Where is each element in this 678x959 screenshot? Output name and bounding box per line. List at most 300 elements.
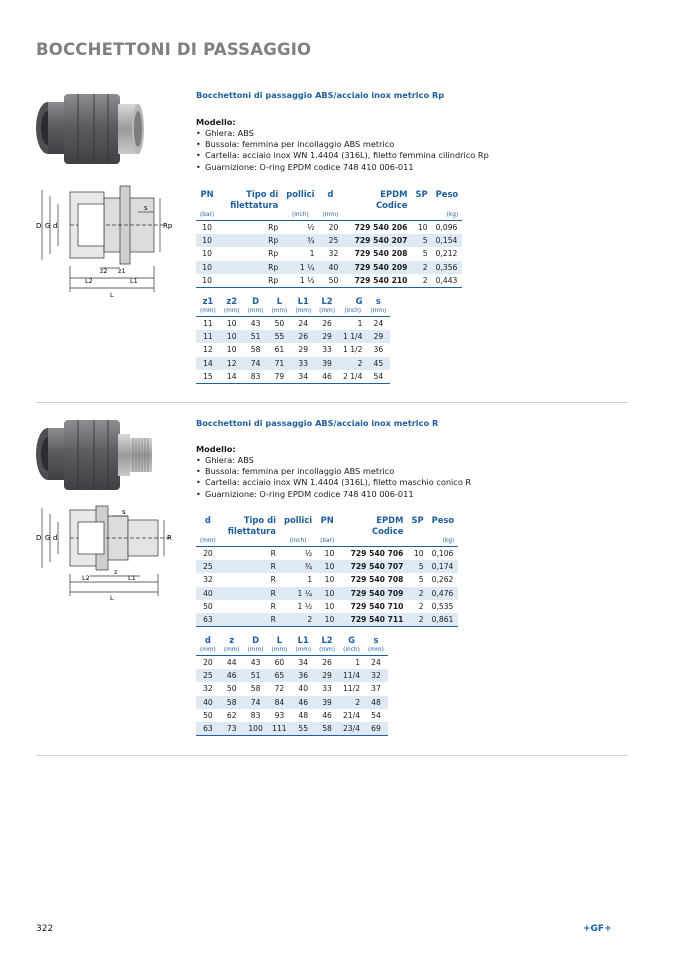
cell: 1 — [357, 319, 363, 328]
unit-cell: (mm) — [318, 211, 342, 221]
cell: 51 — [244, 669, 268, 682]
cell: 12 — [203, 345, 213, 355]
product-photo-rp — [34, 90, 174, 170]
cell: R — [270, 549, 276, 558]
spec-item: • Cartella: acciaio inox WN 1.4404 (316L), filetto femmina cilindrico Rp — [196, 150, 489, 161]
cell: 50 — [203, 710, 213, 720]
cell: 79 — [267, 370, 291, 384]
cell: 10 — [324, 601, 335, 611]
cell: 0,861 — [428, 613, 459, 627]
dim-label-d: d — [53, 222, 58, 230]
dim-label-L1: L1 — [130, 277, 138, 285]
table-row — [196, 696, 388, 709]
section-divider — [36, 402, 628, 403]
cell: 40 — [196, 587, 220, 600]
cell: 0,212 — [435, 249, 458, 259]
unit-cell — [411, 211, 431, 221]
cell: 32 — [203, 575, 213, 585]
col-header: SP — [415, 189, 428, 199]
col-header: z1 — [202, 296, 214, 306]
cell: 58 — [315, 722, 339, 736]
cell: 74 — [244, 357, 268, 370]
table-row — [196, 600, 458, 613]
cell: 39 — [315, 696, 339, 709]
cell: 26 — [291, 330, 315, 343]
cell: 1 ½ — [297, 601, 313, 611]
cell: 34 — [298, 658, 309, 667]
table-row — [196, 370, 390, 384]
cell: 33 — [291, 357, 315, 370]
dim-label-d: d — [53, 534, 58, 542]
cell: 50 — [226, 684, 237, 694]
cell: 10 — [324, 549, 335, 558]
cell: 100 — [244, 722, 268, 736]
technical-drawing-rp — [30, 182, 180, 302]
col-header: PN — [320, 515, 334, 525]
unit-cell: (bar) — [316, 537, 338, 547]
col-header: L1 — [297, 635, 309, 645]
col-header: EPDM — [376, 515, 404, 525]
cell: 29 — [298, 345, 309, 355]
cell: 29 — [315, 669, 339, 682]
cell: 58 — [220, 696, 244, 709]
unit-cell — [342, 211, 411, 221]
cell: R — [220, 560, 280, 573]
cell: 2 — [280, 613, 316, 627]
cell: 20 — [203, 658, 213, 667]
cell: 10 — [220, 330, 244, 343]
cell: 25 — [318, 234, 342, 247]
cell: 1 1/2 — [342, 345, 363, 355]
col-header: G — [348, 635, 355, 645]
cell: 33 — [322, 345, 332, 355]
cell: 10 — [196, 274, 218, 288]
cell: 10 — [226, 319, 237, 328]
cell: Rp — [218, 261, 282, 274]
cell: 11/4 — [339, 669, 364, 682]
cell: 10 — [417, 223, 428, 232]
col-header: z2 — [226, 296, 238, 306]
unit-cell: (mm) — [196, 307, 220, 317]
col-header: z — [229, 635, 235, 645]
cell: 0,535 — [431, 601, 454, 611]
cell: 729 540 709 — [338, 587, 407, 600]
cell: 40 — [298, 684, 309, 694]
col-header: L1 — [297, 296, 309, 306]
cell: 44 — [226, 658, 237, 667]
col-header — [196, 526, 220, 537]
cell: 1 — [309, 249, 315, 259]
table-row — [196, 669, 388, 682]
cell: 58 — [250, 684, 261, 694]
cell: 2 — [339, 696, 364, 709]
cell: 11 — [196, 330, 220, 343]
dim-label-G: G — [45, 222, 51, 230]
cell: Rp — [218, 274, 282, 288]
cell: 111 — [267, 722, 291, 736]
col-header: D — [252, 635, 260, 645]
col-header: Codice — [372, 526, 404, 536]
unit-cell: (bar) — [196, 211, 218, 221]
header-row-2 — [196, 526, 458, 537]
table-row — [196, 709, 388, 722]
cell: 2 — [407, 613, 427, 627]
section-divider — [36, 755, 628, 756]
unit-cell: (mm) — [196, 537, 220, 547]
col-header: s — [373, 635, 379, 645]
unit-cell: (mm) — [244, 307, 268, 317]
dim-label-z: z — [114, 568, 118, 576]
cell: 0,356 — [432, 261, 463, 274]
header-row-1 — [196, 189, 462, 200]
unit-cell: (mm) — [366, 307, 390, 317]
cell: 54 — [366, 370, 390, 384]
table-row — [196, 221, 462, 235]
table-row — [196, 587, 458, 600]
cell: R — [220, 587, 280, 600]
cell: 729 540 708 — [350, 575, 404, 585]
unit-cell: (inch) — [282, 211, 318, 221]
units-row — [196, 537, 458, 547]
col-header: filettatura — [230, 200, 279, 210]
unit-cell: (mm) — [291, 646, 315, 656]
cell: 55 — [267, 330, 291, 343]
cell: 84 — [267, 696, 291, 709]
dim-label-G: G — [45, 534, 51, 542]
cell: 10 — [202, 223, 212, 232]
cell: 1 ½ — [282, 274, 318, 288]
table-row — [196, 682, 388, 695]
cell: 1 — [355, 658, 361, 667]
cell: 24 — [373, 319, 384, 328]
cell: 10 — [316, 613, 338, 627]
unit-cell: (inch) — [339, 307, 366, 317]
model-spec-list — [196, 455, 471, 500]
product-code-table — [196, 189, 462, 288]
table-row — [196, 343, 390, 356]
col-header: SP — [411, 515, 424, 525]
cell: 26 — [322, 319, 332, 328]
cell: 46 — [315, 370, 339, 384]
col-header: d — [327, 189, 334, 199]
unit-cell: (mm) — [364, 646, 388, 656]
spec-item: • Ghiera: ABS — [196, 128, 489, 139]
col-header: s — [375, 296, 381, 306]
model-label: Modello: — [196, 444, 236, 454]
cell: Rp — [218, 234, 282, 247]
cell: 69 — [364, 722, 388, 736]
unit-cell: (mm) — [267, 307, 291, 317]
cell: 50 — [318, 274, 342, 288]
cell: 24 — [298, 319, 309, 328]
col-header: L2 — [321, 635, 333, 645]
cell: 12 — [220, 357, 244, 370]
cell: 10 — [226, 345, 237, 355]
cell: 74 — [244, 696, 268, 709]
unit-cell: (inch) — [339, 646, 364, 656]
cell: 83 — [250, 710, 261, 720]
col-header: pollici — [283, 515, 313, 525]
cell: 2 — [411, 261, 431, 274]
cell: 729 540 206 — [354, 223, 408, 232]
col-header — [432, 200, 463, 211]
col-header — [282, 200, 318, 211]
dim-label-L: L — [110, 291, 114, 299]
unit-cell: (mm) — [220, 646, 244, 656]
cell: 1 ¼ — [282, 261, 318, 274]
cell: 20 — [203, 549, 213, 558]
cell: R — [270, 601, 276, 611]
header-row — [196, 296, 390, 307]
cell: 729 540 707 — [338, 560, 407, 573]
col-header: pollici — [286, 189, 315, 199]
table-row — [196, 357, 390, 370]
table-row — [196, 234, 462, 247]
cell: 32 — [364, 669, 388, 682]
cell: ½ — [304, 549, 313, 558]
spec-item: • Bussola: femmina per incollaggio ABS metrico — [196, 466, 471, 477]
cell: 0,262 — [431, 575, 454, 585]
col-header: L2 — [321, 296, 333, 306]
cell: 25 — [196, 560, 220, 573]
table-row — [196, 573, 458, 586]
unit-cell: (kg) — [432, 211, 463, 221]
cell: 0,154 — [432, 234, 463, 247]
unit-cell: (mm) — [291, 307, 315, 317]
dim-label-L2: L2 — [82, 574, 90, 582]
table-row — [196, 330, 390, 343]
cell: 83 — [244, 370, 268, 384]
cell: 71 — [267, 357, 291, 370]
cell: 65 — [267, 669, 291, 682]
cell: 5 — [422, 249, 428, 259]
product-code-table — [196, 515, 458, 627]
cell: 26 — [322, 658, 332, 667]
unit-cell — [220, 537, 280, 547]
dimension-table — [196, 296, 390, 384]
cell: 2 — [407, 587, 427, 600]
unit-cell: (mm) — [196, 646, 220, 656]
cell: 10 — [316, 560, 338, 573]
cell: 73 — [220, 722, 244, 736]
dim-label-D: D — [36, 222, 42, 230]
cell: 48 — [364, 696, 388, 709]
cell: 62 — [226, 710, 237, 720]
cell: 10 — [316, 587, 338, 600]
dim-label-s: s — [144, 204, 148, 212]
col-header — [428, 526, 459, 537]
cell: 1 1/4 — [339, 330, 366, 343]
spec-item: • Guarnizione: O-ring EPDM codice 748 410 006-011 — [196, 162, 489, 173]
cell: 55 — [291, 722, 315, 736]
col-header: d — [204, 515, 211, 525]
cell: 0,096 — [435, 223, 458, 232]
cell: 93 — [274, 710, 285, 720]
cell: 48 — [298, 710, 309, 720]
cell: 2 — [339, 357, 366, 370]
cell: 20 — [328, 223, 339, 232]
cell: 729 540 210 — [342, 274, 411, 288]
cell: 51 — [244, 330, 268, 343]
col-header: Peso — [431, 515, 455, 525]
unit-cell — [407, 537, 427, 547]
cell: 729 540 207 — [342, 234, 411, 247]
col-header — [280, 526, 316, 537]
cell: 63 — [196, 722, 220, 736]
cell: 10 — [196, 261, 218, 274]
unit-cell: (mm) — [315, 646, 339, 656]
cell: 2 — [418, 601, 424, 611]
cell: 40 — [318, 261, 342, 274]
header-row-2 — [196, 200, 462, 211]
cell: 10 — [196, 234, 218, 247]
cell: 45 — [366, 357, 390, 370]
col-header — [196, 200, 218, 211]
cell: 46 — [220, 669, 244, 682]
unit-cell: (mm) — [244, 646, 268, 656]
cell: ¾ — [280, 560, 316, 573]
table-row — [196, 247, 462, 260]
cell: 23/4 — [339, 722, 364, 736]
section-title: Bocchettoni di passaggio ABS/acciaio inox metrico R — [196, 418, 439, 428]
cell: 36 — [373, 345, 384, 355]
spec-item: • Bussola: femmina per incollaggio ABS metrico — [196, 139, 489, 150]
cell: 50 — [203, 601, 213, 611]
header-row-1 — [196, 515, 458, 526]
cell: 58 — [250, 345, 261, 355]
model-label: Modello: — [196, 117, 236, 127]
dim-label-D: D — [36, 534, 42, 542]
cell: 5 — [407, 560, 427, 573]
cell: 2 1/4 — [339, 370, 366, 384]
cell: 10 — [324, 575, 335, 585]
table-row — [196, 560, 458, 573]
cell: 2 — [411, 274, 431, 288]
col-header: EPDM — [380, 189, 408, 199]
page-title: BOCCHETTONI DI PASSAGGIO — [36, 40, 312, 59]
cell: 11/2 — [342, 684, 361, 694]
col-header: L — [276, 635, 283, 645]
table-row — [196, 613, 458, 627]
cell: 1 — [307, 575, 313, 585]
table-row — [196, 656, 388, 670]
cell: 29 — [366, 330, 390, 343]
col-header: G — [355, 296, 363, 306]
cell: 729 540 208 — [354, 249, 408, 259]
cell: 0,174 — [428, 560, 459, 573]
gf-logo: +GF+ — [583, 924, 612, 934]
dim-label-L1: L1 — [128, 574, 136, 582]
page-number: 322 — [36, 924, 54, 934]
cell: 1 ¼ — [280, 587, 316, 600]
cell: 50 — [274, 319, 285, 328]
cell: 46 — [322, 710, 332, 720]
spec-item: • Ghiera: ABS — [196, 455, 471, 466]
cell: 14 — [220, 370, 244, 384]
cell: R — [220, 613, 280, 627]
col-header: L — [276, 296, 283, 306]
cell: 54 — [371, 710, 381, 720]
col-header: Tipo di — [246, 189, 279, 199]
cell: 10 — [202, 249, 212, 259]
units-row — [196, 307, 390, 317]
dim-label-z2: z2 — [100, 267, 108, 275]
cell: 729 540 209 — [342, 261, 411, 274]
col-header — [407, 526, 427, 537]
cell: 729 540 706 — [350, 549, 404, 558]
unit-cell: (mm) — [315, 307, 339, 317]
cell: 72 — [274, 684, 285, 694]
units-row — [196, 211, 462, 221]
product-photo-r — [34, 416, 174, 496]
cell: 11 — [203, 319, 213, 328]
cell: 33 — [322, 684, 332, 694]
cell: 37 — [371, 684, 381, 694]
cell: 0,443 — [432, 274, 463, 288]
col-header — [316, 526, 338, 537]
col-header: Peso — [435, 189, 459, 199]
cell: 61 — [274, 345, 285, 355]
cell: 60 — [274, 658, 285, 667]
cell: 24 — [371, 658, 381, 667]
unit-cell: (inch) — [280, 537, 316, 547]
section-title: Bocchettoni di passaggio ABS/acciaio inox metrico Rp — [196, 90, 445, 100]
unit-cell: (kg) — [428, 537, 459, 547]
col-header: D — [252, 296, 260, 306]
cell: 10 — [413, 549, 424, 558]
cell: 34 — [291, 370, 315, 384]
header-row — [196, 635, 388, 646]
cell: ¾ — [282, 234, 318, 247]
cell: 0,476 — [428, 587, 459, 600]
cell: 729 540 711 — [338, 613, 407, 627]
dim-label-L2: L2 — [85, 277, 93, 285]
dim-label-rp: Rp — [163, 222, 173, 230]
table-row — [196, 261, 462, 274]
cell: R — [270, 575, 276, 585]
cell: 32 — [328, 249, 339, 259]
dim-label-L: L — [110, 594, 114, 602]
cell: 0,106 — [431, 549, 454, 558]
col-header: Tipo di — [243, 515, 276, 525]
col-header: d — [204, 635, 211, 645]
dim-label-r: R — [167, 534, 172, 542]
cell: 43 — [250, 319, 261, 328]
spec-item: • Guarnizione: O-ring EPDM codice 748 410 006-011 — [196, 489, 471, 500]
cell: 5 — [411, 234, 431, 247]
col-header: filettatura — [227, 526, 276, 536]
col-header: Codice — [376, 200, 408, 210]
col-header — [318, 200, 342, 211]
cell: 36 — [291, 669, 315, 682]
unit-cell — [218, 211, 282, 221]
cell: 32 — [203, 684, 213, 694]
spec-item: • Cartella: acciaio inox WN 1.4404 (316L), filetto maschio conico R — [196, 477, 471, 488]
cell: Rp — [268, 223, 279, 232]
cell: 63 — [196, 613, 220, 627]
model-spec-list — [196, 128, 489, 173]
cell: 25 — [196, 669, 220, 682]
cell: Rp — [268, 249, 279, 259]
unit-cell — [338, 537, 407, 547]
unit-cell: (mm) — [220, 307, 244, 317]
dim-label-z1: z1 — [118, 267, 126, 275]
dim-label-s: s — [122, 508, 126, 516]
cell: ½ — [307, 223, 315, 232]
cell: 39 — [315, 357, 339, 370]
cell: 15 — [196, 370, 220, 384]
units-row — [196, 646, 388, 656]
